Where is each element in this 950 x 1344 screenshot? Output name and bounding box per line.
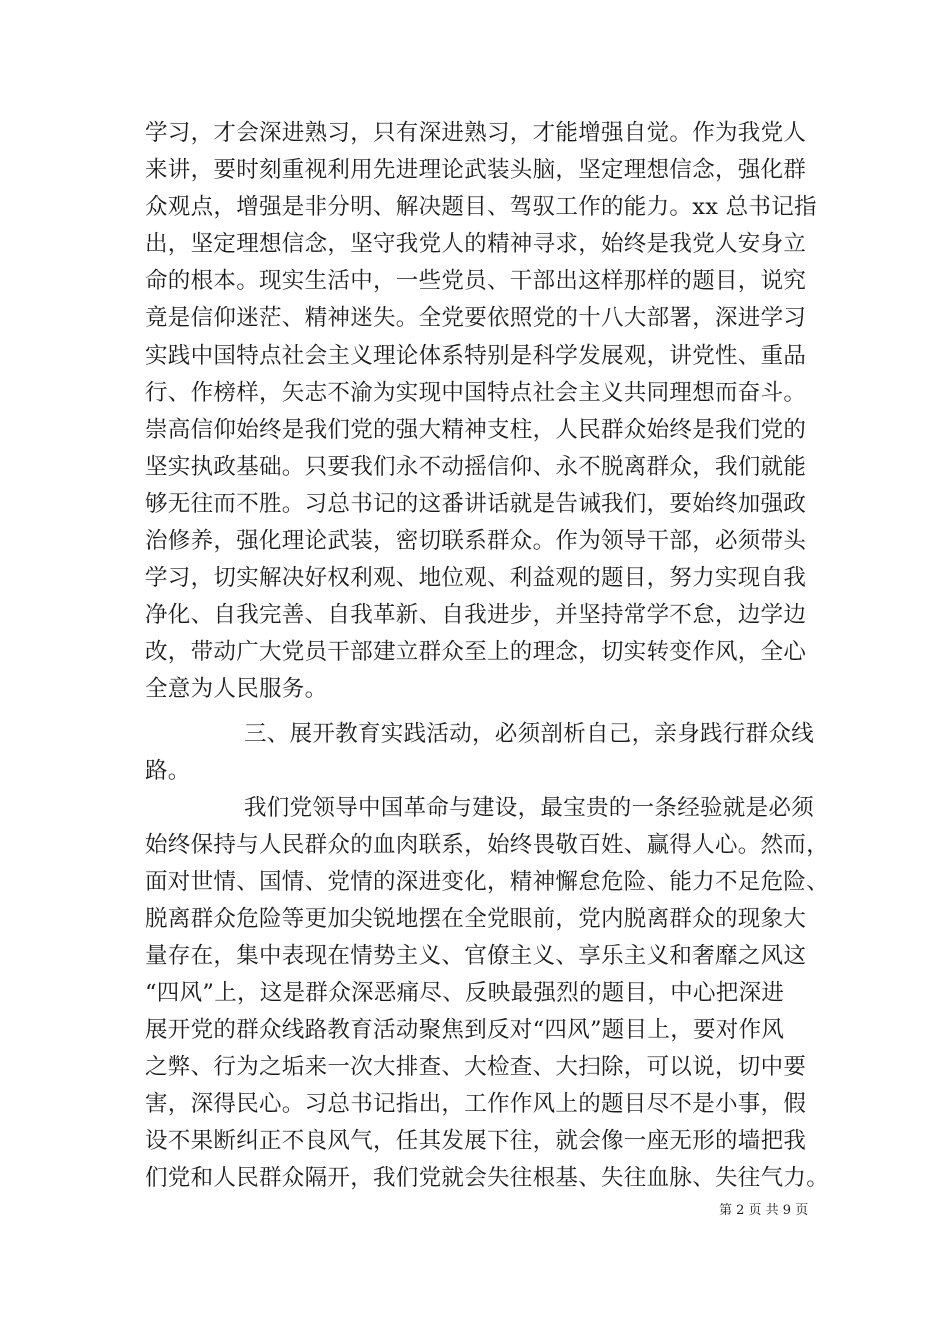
body-text-line: 崇高信仰始终是我们党的强大精神支柱，人民群众始终是我们党的: [145, 417, 807, 443]
body-text-line: 之弊、行为之垢来一次大排查、大检查、大扫除，可以说，切中要: [145, 1054, 807, 1080]
body-text-line: 全意为人民服务。: [145, 676, 328, 702]
body-text-line: 命的根本。现实生活中，一些党员、干部出这样那样的题目，说究: [145, 268, 807, 294]
body-text-line: 害，深得民心。习总书记指出，工作作风上的题目尽不是小事，假: [145, 1091, 807, 1117]
section-heading: 三、展开教育实践活动，必须剖析自己，亲身践行群众线: [244, 721, 815, 747]
body-text-line: 量存在，集中表现在情势主义、官僚主义、享乐主义和奢靡之风这: [145, 943, 807, 969]
body-text-line: 脱离群众危险等更加尖锐地摆在全党眼前，党内脱离群众的现象大: [145, 906, 807, 932]
body-text-line: 实践中国特点社会主义理论体系特别是科学发展观，讲党性、重品: [145, 343, 807, 369]
body-text-line: 竟是信仰迷茫、精神迷失。全党要依照党的十八大部署，深进学习: [145, 305, 807, 331]
body-text-line: 众观点，增强是非分明、解决题目、驾驭工作的能力。xx 总书记指: [145, 194, 817, 220]
body-text-line: 改，带动广大党员干部建立群众至上的理念，切实转变作风，全心: [145, 639, 807, 665]
body-text-line: 面对世情、国情、党情的深进变化，精神懈怠危险、能力不足危险、: [145, 869, 830, 895]
body-text-line: 们党和人民群众隔开，我们党就会失往根基、失往血脉、失往气力。: [145, 1165, 830, 1191]
body-text-line: 行、作榜样，矢志不渝为实现中国特点社会主义共同理想而奋斗。: [145, 380, 807, 406]
page-number-footer: 第 2 页 共 9 页: [719, 1203, 809, 1218]
body-text-line: 始终保持与人民群众的血肉联系，始终畏敬百姓、赢得人心。然而，: [145, 832, 830, 858]
body-text-line: 治修养，强化理论武装，密切联系群众。作为领导干部，必须带头: [145, 528, 807, 554]
paragraph-first-line: 我们党领导中国革命与建设，最宝贵的一条经验就是必须: [244, 795, 815, 821]
body-text-line: 学习，切实解决好权利观、地位观、利益观的题目，努力实现自我: [145, 565, 807, 591]
body-text-line: 展开党的群众线路教育活动聚焦到反对“四风”题目上，要对作风: [145, 1017, 785, 1043]
body-text-line: 净化、自我完善、自我革新、自我进步，并坚持常学不怠，边学边: [145, 602, 807, 628]
body-text-line: 来讲，要时刻重视利用先进理论武装头脑，坚定理想信念，强化群: [145, 157, 807, 183]
body-text-line: “四风”上，这是群众深恶痛尽、反映最强烈的题目，中心把深进: [145, 980, 785, 1006]
section-heading-continuation: 路。: [145, 758, 191, 784]
body-text-line: 坚实执政基础。只要我们永不动摇信仰、永不脱离群众，我们就能: [145, 454, 807, 480]
body-text-line: 设不果断纠正不良风气，任其发展下往，就会像一座无形的墙把我: [145, 1128, 807, 1154]
body-text-line: 出，坚定理想信念，坚守我党人的精神寻求，始终是我党人安身立: [145, 231, 807, 257]
body-text-line: 学习，才会深进熟习，只有深进熟习，才能增强自觉。作为我党人: [145, 120, 807, 146]
body-text-line: 够无往而不胜。习总书记的这番讲话就是告诫我们，要始终加强政: [145, 491, 807, 517]
